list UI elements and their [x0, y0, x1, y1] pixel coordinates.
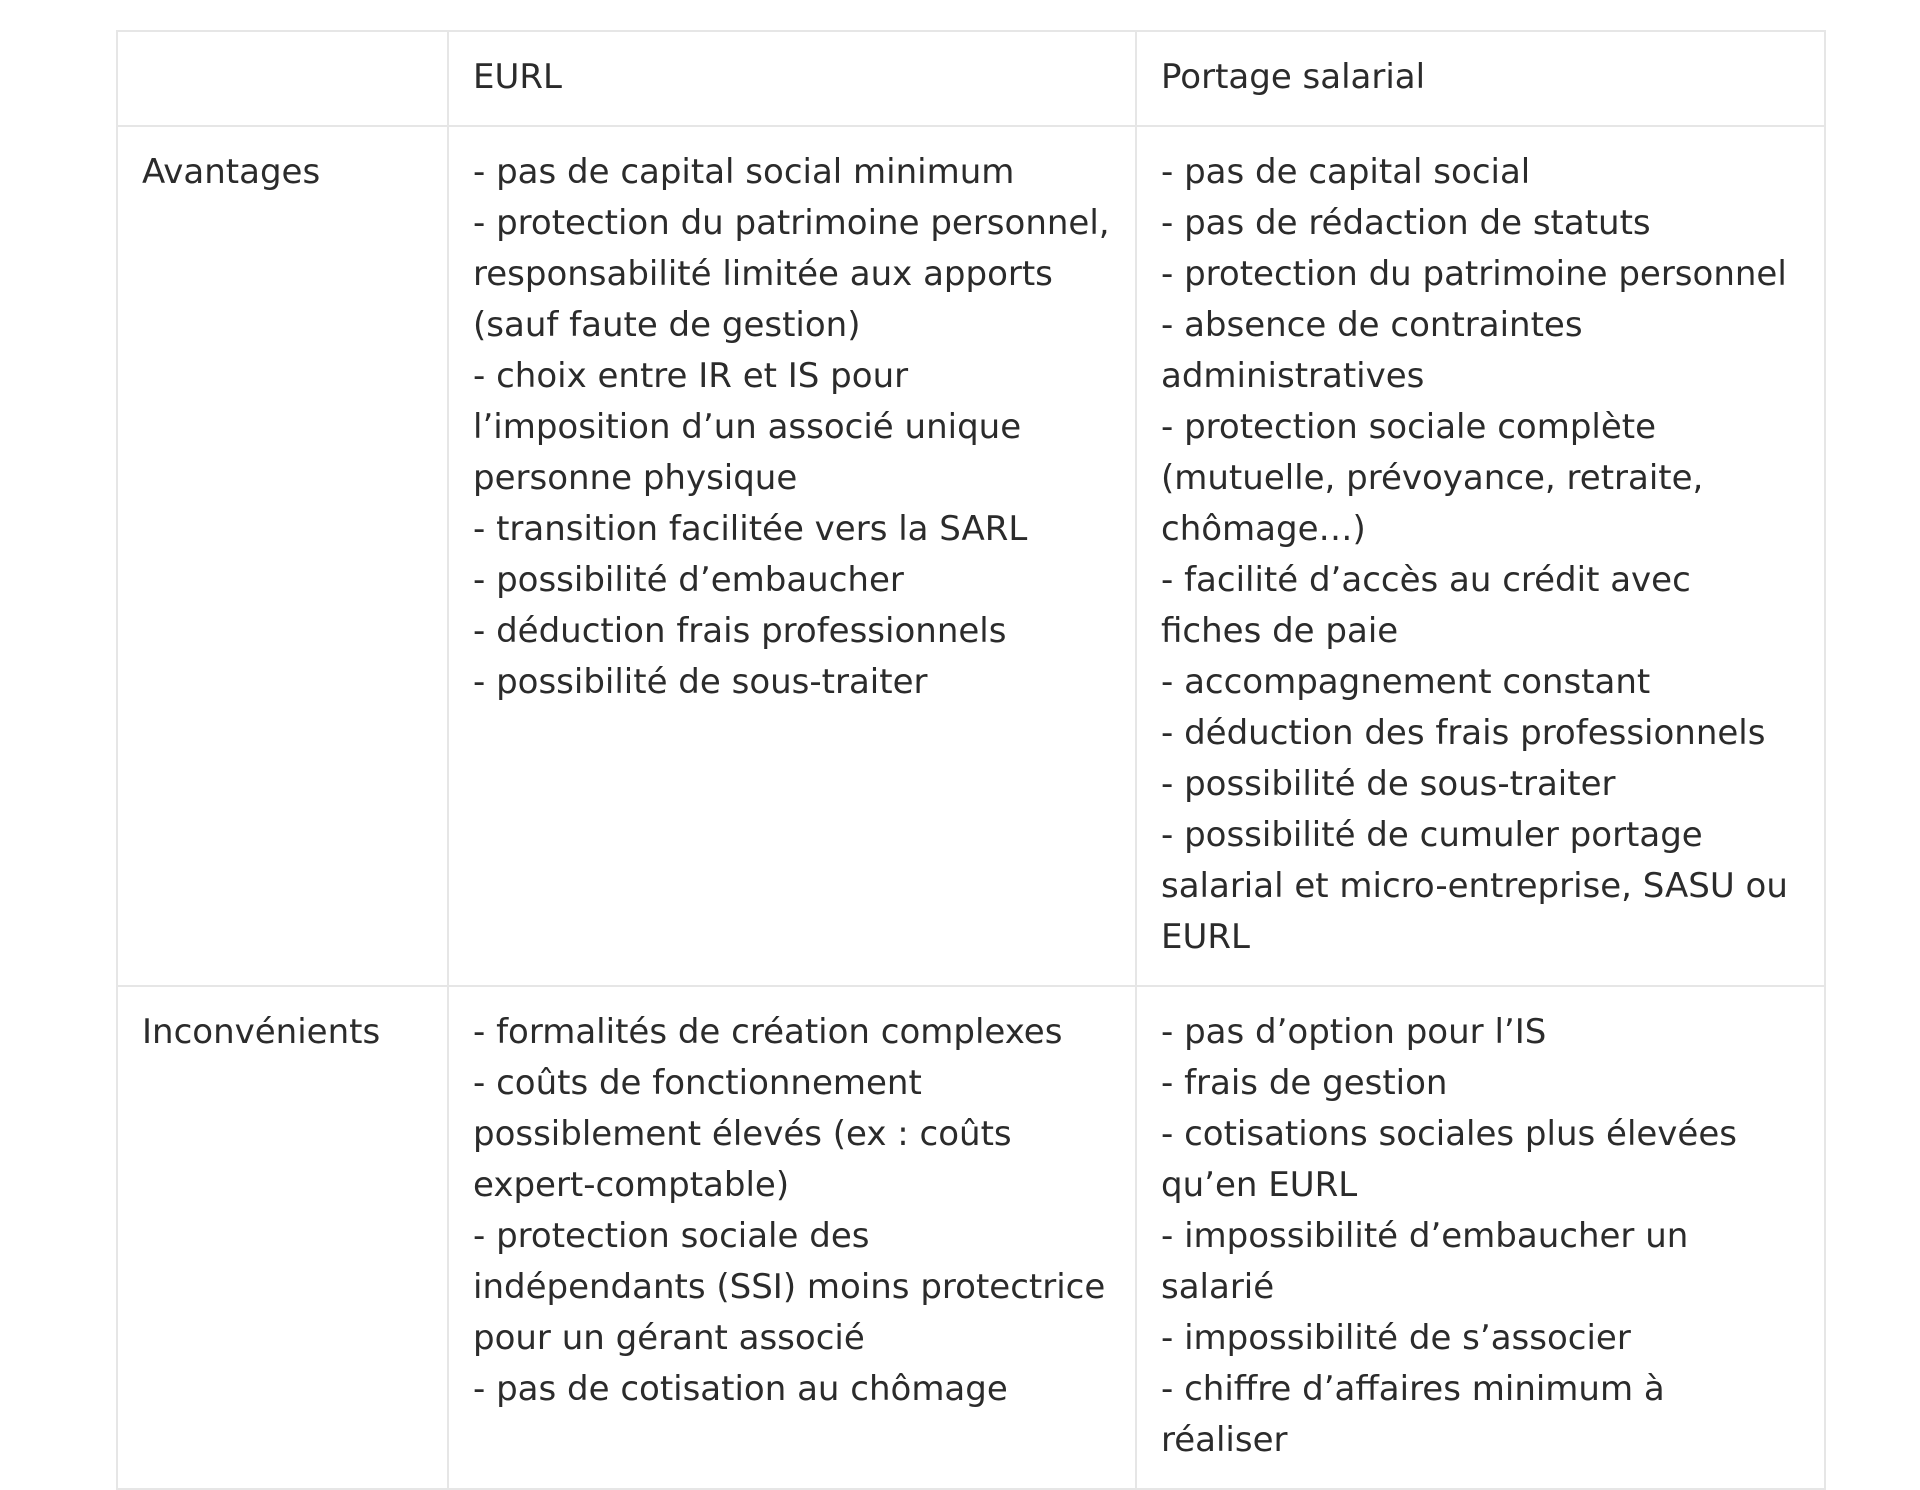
- row-label-inconvenients: Inconvénients: [117, 986, 448, 1489]
- comparison-table: [116, 30, 1826, 1490]
- list-item: - protection du patrimoine personnel, responsabilité limitée aux apports (sauf faute de gestion): [473, 203, 1110, 345]
- list-item: - pas de rédaction de statuts: [1161, 203, 1651, 243]
- list-item: - frais de gestion: [1161, 1063, 1448, 1103]
- list-item: - possibilité d’embaucher: [473, 560, 904, 600]
- list-item: - choix entre IR et IS pour l’imposition d’un associé unique personne physique: [473, 356, 1022, 498]
- list-item: - pas de capital social minimum: [473, 152, 1015, 192]
- list-item: - cotisations sociales plus élevées qu’en EURL: [1161, 1114, 1737, 1205]
- list-item: - protection du patrimoine personnel: [1161, 254, 1787, 294]
- list-item: - impossibilité de s’associer: [1161, 1318, 1631, 1358]
- cell-avantages-portage: [1136, 126, 1825, 986]
- table-row-inconvenients: [117, 986, 1825, 1489]
- comparison-table-container: [116, 30, 1824, 1490]
- list-item: - déduction frais professionnels: [473, 611, 1007, 651]
- list-item: - possibilité de cumuler portage salarial et micro-entreprise, SASU ou EURL: [1161, 815, 1788, 957]
- list-item: - chiffre d’affaires minimum à réaliser: [1161, 1369, 1665, 1460]
- list-item: - pas de cotisation au chômage: [473, 1369, 1008, 1409]
- list-item: - protection sociale des indépendants (SSI) moins protectrice pour un gérant associé: [473, 1216, 1106, 1358]
- cell-inconvenients-portage: [1136, 986, 1825, 1489]
- list-item: - formalités de création complexes: [473, 1012, 1063, 1052]
- row-label-avantages: Avantages: [117, 126, 448, 986]
- list-item: - pas d’option pour l’IS: [1161, 1012, 1547, 1052]
- list-item: - pas de capital social: [1161, 152, 1531, 192]
- list-item: - accompagnement constant: [1161, 662, 1651, 702]
- list-item: - facilité d’accès au crédit avec fiches de paie: [1161, 560, 1691, 651]
- list-item: - coûts de fonctionnement possiblement élevés (ex : coûts expert-comptable): [473, 1063, 1012, 1205]
- table-header-row: [117, 31, 1825, 126]
- table-row-avantages: [117, 126, 1825, 986]
- header-empty-cell: [117, 31, 448, 126]
- list-item: - possibilité de sous-traiter: [473, 662, 928, 702]
- header-portage-salarial: Portage salarial: [1136, 31, 1825, 126]
- header-eurl: EURL: [448, 31, 1136, 126]
- list-item: - absence de contraintes administratives: [1161, 305, 1583, 396]
- list-item: - possibilité de sous-traiter: [1161, 764, 1616, 804]
- list-item: - protection sociale complète (mutuelle, prévoyance, retraite, chômage…): [1161, 407, 1704, 549]
- cell-avantages-eurl: [448, 126, 1136, 986]
- cell-inconvenients-eurl: [448, 986, 1136, 1489]
- list-item: - transition facilitée vers la SARL: [473, 509, 1028, 549]
- list-item: - impossibilité d’embaucher un salarié: [1161, 1216, 1689, 1307]
- list-item: - déduction des frais professionnels: [1161, 713, 1766, 753]
